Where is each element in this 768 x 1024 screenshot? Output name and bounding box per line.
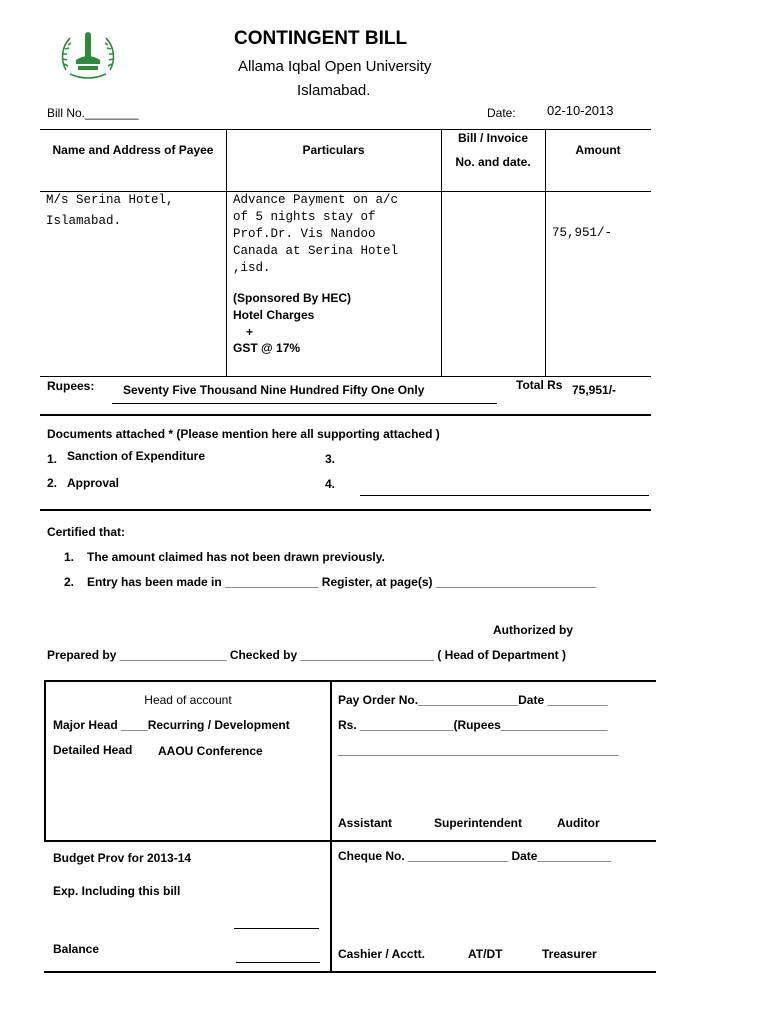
- detailed-head-value: AAOU Conference: [158, 744, 263, 758]
- head-of-account: Head of account: [144, 693, 232, 707]
- document-4-underline: [360, 495, 649, 496]
- assistant-label: Assistant: [338, 816, 393, 830]
- particulars-sponsor: (Sponsored By HEC): [233, 291, 352, 305]
- particulars-line-4: Canada at Serina Hotel: [233, 244, 399, 258]
- cheque-line: Cheque No. _______________ Date___________: [338, 849, 611, 863]
- page-title: CONTINGENT BILL: [234, 28, 408, 49]
- rupees-label: Rupees:: [47, 379, 95, 393]
- document-1-text: Sanction of Expenditure: [67, 449, 206, 463]
- section-divider-2: [40, 509, 651, 511]
- document-4-number: 4.: [325, 477, 336, 491]
- certified-item-2-number: 2.: [64, 575, 75, 589]
- blank-line: __________________________________________: [338, 743, 619, 757]
- rupees-words-underline: [112, 403, 497, 404]
- bottom-grid-bottom-border: [44, 971, 656, 973]
- payee-line-1: M/s Serina Hotel,: [46, 193, 174, 207]
- certified-item-2: Entry has been made in ______________ Register, at page(s) ________________________: [87, 575, 597, 589]
- table-bottom-border: [40, 376, 651, 377]
- rupees-words: Seventy Five Thousand Nine Hundred Fifty One Only: [123, 383, 425, 397]
- total-value: 75,951/-: [572, 383, 617, 397]
- certified-item-1-number: 1.: [64, 550, 75, 564]
- bottom-grid-top-border: [44, 680, 656, 682]
- document-1-number: 1.: [47, 452, 58, 466]
- payee-line-2: Islamabad.: [46, 214, 122, 228]
- atdt-label: AT/DT: [468, 947, 503, 961]
- treasurer-label: Treasurer: [542, 947, 597, 961]
- bill-number-field: Bill No.________: [47, 106, 139, 120]
- certified-heading: Certified that:: [47, 525, 125, 539]
- table-col-divider-3: [545, 129, 546, 376]
- document-3-number: 3.: [325, 452, 336, 466]
- particulars-line-2: of 5 nights stay of: [233, 210, 376, 224]
- university-name: Allama Iqbal Open University: [238, 58, 432, 75]
- table-top-border: [40, 129, 651, 130]
- exp-including: Exp. Including this bill: [53, 884, 181, 898]
- particulars-plus: +: [246, 325, 254, 339]
- university-logo: [56, 26, 120, 84]
- col-header-particulars: Particulars: [302, 143, 365, 157]
- exp-including-underline: [234, 928, 319, 929]
- col-header-payee: Name and Address of Payee: [52, 143, 214, 157]
- bottom-grid-center-divider: [330, 680, 332, 972]
- section-divider-1: [40, 414, 651, 416]
- amount-value: 75,951/-: [552, 226, 613, 240]
- total-label: Total Rs: [516, 378, 563, 392]
- document-2-number: 2.: [47, 476, 58, 490]
- detailed-head-label: Detailed Head: [53, 743, 133, 757]
- col-header-invoice-line2: No. and date.: [455, 155, 531, 169]
- documents-heading: Documents attached * (Please mention here all supporting attached ): [47, 427, 440, 441]
- date-value: 02-10-2013: [547, 103, 614, 118]
- budget-prov: Budget Prov for 2013-14: [53, 851, 192, 865]
- authorized-by: Authorized by: [493, 623, 573, 637]
- date-label: Date:: [487, 106, 516, 120]
- particulars-gst: GST @ 17%: [233, 341, 301, 355]
- certified-item-1: The amount claimed has not been drawn previously.: [87, 550, 385, 564]
- balance-label: Balance: [53, 942, 100, 956]
- prepared-checked-line: Prepared by ________________ Checked by ____________________ ( Head of Department ): [47, 648, 566, 662]
- major-head: Major Head ____Recurring / Development: [53, 718, 290, 732]
- particulars-line-3: Prof.Dr. Vis Nandoo: [233, 227, 376, 241]
- document-2-text: Approval: [67, 476, 120, 490]
- bottom-grid-middle-border: [44, 840, 656, 842]
- pay-order-line: Pay Order No._______________Date _________: [338, 693, 608, 707]
- table-col-divider-1: [226, 129, 227, 376]
- balance-underline: [236, 962, 320, 963]
- particulars-line-1: Advance Payment on a/c: [233, 193, 399, 207]
- rs-line: Rs. ______________(Rupees________________: [338, 718, 608, 732]
- col-header-invoice-line1: Bill / Invoice: [457, 131, 529, 145]
- cashier-label: Cashier / Acctt.: [338, 947, 425, 961]
- particulars-line-5: ,isd.: [233, 261, 271, 275]
- col-header-amount: Amount: [575, 143, 621, 157]
- particulars-hotel-charges: Hotel Charges: [233, 308, 315, 322]
- university-city: Islamabad.: [297, 82, 371, 99]
- superintendent-label: Superintendent: [434, 816, 523, 830]
- auditor-label: Auditor: [557, 816, 600, 830]
